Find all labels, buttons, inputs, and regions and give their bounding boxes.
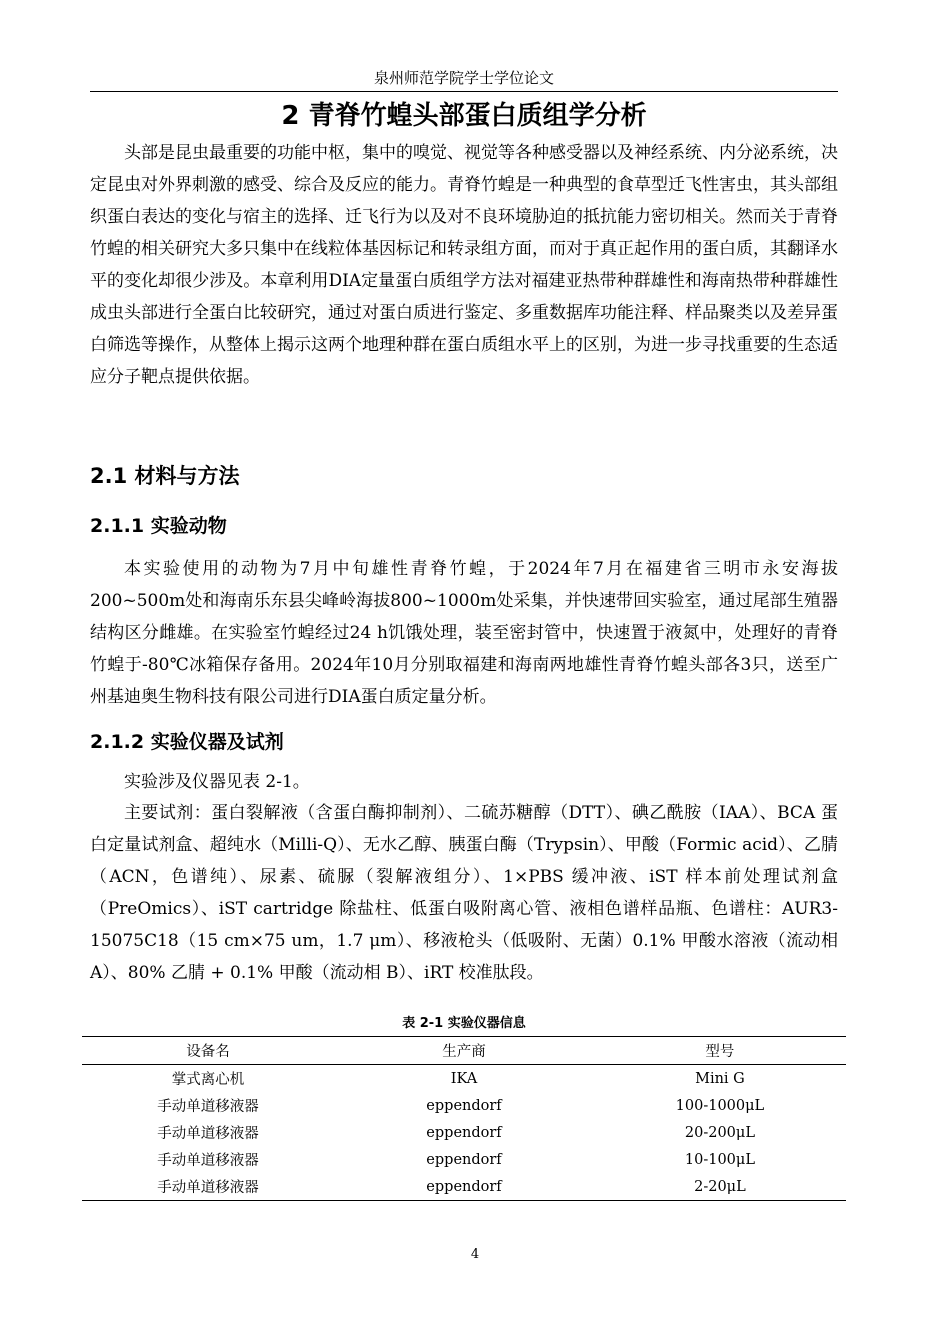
table-header-cell: 生产商 bbox=[334, 1037, 594, 1065]
section-2-1-heading: 2.1 材料与方法 bbox=[90, 464, 240, 488]
section-2-1-2-heading: 2.1.2 实验仪器及试剂 bbox=[90, 731, 284, 753]
table-caption: 表 2-1 实验仪器信息 bbox=[402, 1016, 526, 1031]
intro-paragraph: 头部是昆虫最重要的功能中枢，集中的嗅觉、视觉等各种感受器以及神经系统、内分泌系统，决定昆虫对外界刺激的感受、综合及反应的能力。青脊竹蝗是一种典型的食草型迁飞性害虫，其头部组织蛋白表达的变化与宿主的选择、迁飞行为以及对不良环境胁迫的抵抗能力密切相关。然而关于青脊竹蝗的相关研究大多只集中在线粒体基因标记和转录组方面，而对于真正起作用的蛋白质，其翻译水平的变化却很少涉及。本章利用DIA定量蛋白质组学方法对福建亚热带种群雄性和海南热带种群雄性成虫头部进行全蛋白比较研究，通过对蛋白质进行鉴定、多重数据库功能注释、样品聚类以及差异蛋白筛选等操作，从整体上揭示这两个地理种群在蛋白质组水平上的区别，为进一步寻找重要的生态适应分子靶点提供依据。 bbox=[90, 143, 838, 387]
table-cell: 手动单道移液器 bbox=[82, 1173, 334, 1201]
table-cell: Mini G bbox=[695, 1070, 745, 1087]
table-header-row bbox=[82, 1037, 846, 1065]
table-row bbox=[82, 1173, 846, 1201]
table-cell: IKA bbox=[450, 1070, 478, 1087]
section-2-1-1-heading: 2.1.1 实验动物 bbox=[90, 515, 227, 537]
table-row bbox=[82, 1119, 846, 1146]
table-cell: 20-200μL bbox=[684, 1124, 755, 1141]
table-row bbox=[82, 1146, 846, 1173]
instrument-reference-line: 实验涉及仪器见表 2-1。 bbox=[124, 772, 310, 792]
table-cell: 手动单道移液器 bbox=[157, 1153, 259, 1169]
table-cell: eppendorf bbox=[334, 1173, 594, 1201]
table-cell: eppendorf bbox=[426, 1097, 502, 1114]
experimental-animals-paragraph: 本实验使用的动物为7月中旬雄性青脊竹蝗，于2024年7月在福建省三明市永安海拔200~500m处和海南乐东县尖峰岭海拔800~1000m处采集，并快速带回实验室，通过尾部生殖器结构区分雌雄。在实验室竹蝗经过24 h饥饿处理，装至密封管中，快速置于液氮中，处理好的青脊竹蝗于-80℃冰箱保存备用。2024年10月分别取福建和海南两地雄性青脊竹蝗头部各3只，送至广州基迪奥生物科技有限公司进行DIA蛋白质定量分析。 bbox=[90, 559, 838, 707]
table-header-cell: 型号 bbox=[594, 1037, 846, 1065]
table-cell: 手动单道移液器 bbox=[157, 1099, 259, 1115]
table-row bbox=[82, 1065, 846, 1093]
reagents-paragraph: 主要试剂：蛋白裂解液（含蛋白酶抑制剂）、二硫苏糖醇（DTT）、碘乙酰胺（IAA）、BCA 蛋白定量试剂盒、超纯水（Milli-Q）、无水乙醇、胰蛋白酶（Trypsin）、甲酸（Formic acid）、乙腈（ACN，色谱纯）、尿素、硫脲（裂解液组分）、1×PBS 缓冲液、iST 样本前处理试剂盒（PreOmics）、iST cartridge 除盐柱、低蛋白吸附离心管、液相色谱样品瓶、色谱柱：AUR3-15075C18（15 cm×75 um，1.7 μm）、移液枪头（低吸附、无菌）0.1% 甲酸水溶液（流动相 A）、80% 乙腈 + 0.1% 甲酸（流动相 B）、iRT 校准肽段。 bbox=[90, 803, 838, 983]
table-header-cell: 设备名 bbox=[82, 1037, 334, 1065]
table-cell: 100-1000μL bbox=[675, 1097, 765, 1114]
running-header: 泉州师范学院学士学位论文 bbox=[373, 69, 554, 87]
table-row bbox=[82, 1092, 846, 1119]
table-cell: eppendorf bbox=[426, 1124, 502, 1141]
table-cell: 掌式离心机 bbox=[171, 1072, 245, 1088]
chapter-title: 2 青脊竹蝗头部蛋白质组学分析 bbox=[281, 101, 647, 131]
table-cell: 手动单道移液器 bbox=[157, 1126, 259, 1142]
table-cell: eppendorf bbox=[426, 1151, 502, 1168]
table-cell: 10-100μL bbox=[684, 1151, 755, 1168]
header-rule bbox=[90, 91, 838, 92]
table-cell: 2-20μL bbox=[594, 1173, 846, 1201]
page-number: 4 bbox=[470, 1247, 480, 1262]
instrument-table bbox=[82, 1036, 846, 1201]
